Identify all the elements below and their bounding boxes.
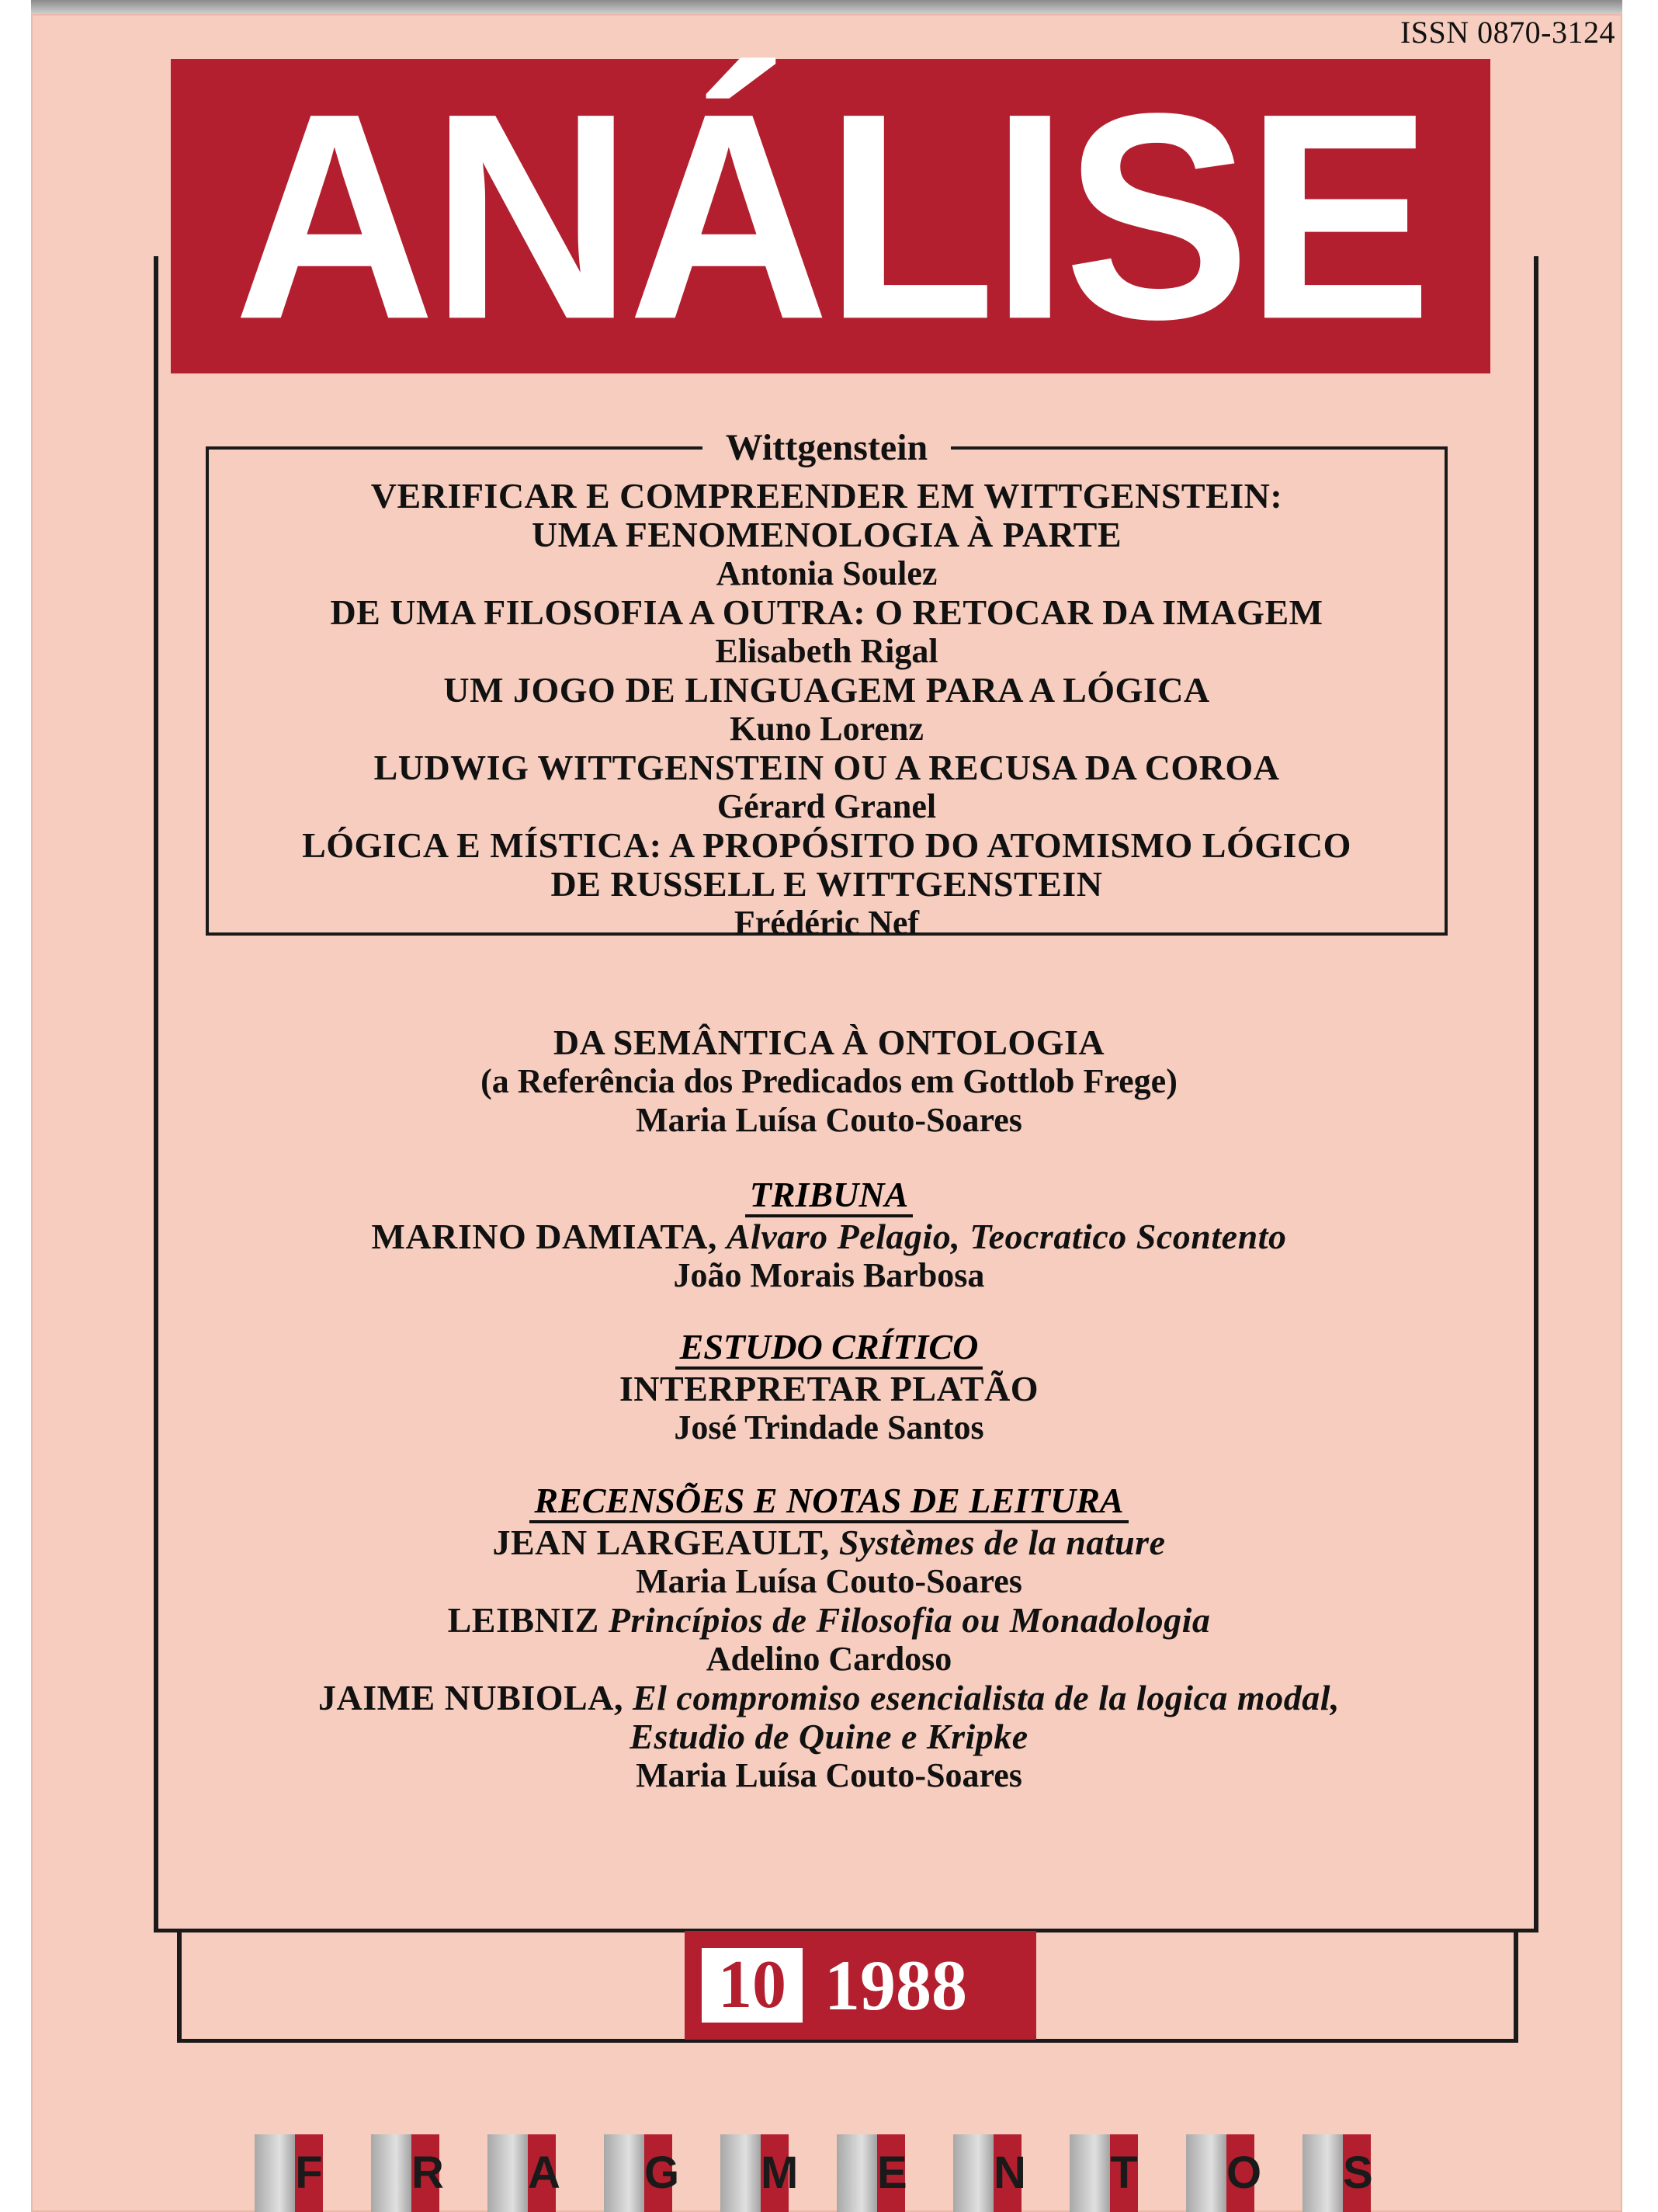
article-title: DE UMA FILOSOFIA A OUTRA: O RETOCAR DA IMAGEM <box>330 592 1323 632</box>
frame-line-inner-left <box>177 1929 182 2041</box>
review-name: JEAN LARGEAULT, <box>492 1523 830 1562</box>
entry-name: MARINO DAMIATA, <box>371 1217 717 1256</box>
fragmentos-strip <box>295 2134 1459 2212</box>
series-letter: R <box>411 2134 439 2212</box>
series-letter: A <box>528 2134 556 2212</box>
review-author: Maria Luísa Couto-Soares <box>636 1562 1022 1600</box>
article-title: DA SEMÂNTICA À ONTOLOGIA <box>553 1023 1105 1062</box>
article-author: Maria Luísa Couto-Soares <box>636 1101 1022 1139</box>
series-letter: F <box>295 2134 323 2212</box>
article-title: INTERPRETAR PLATÃO <box>619 1369 1039 1408</box>
issue-banner <box>685 1931 1036 2040</box>
strip-divider <box>1186 2134 1228 2212</box>
article-author: Antonia Soulez <box>716 554 938 592</box>
issue-number: 10 <box>702 1948 803 2023</box>
article-author: José Trindade Santos <box>674 1408 984 1446</box>
article-author: Elisabeth Rigal <box>715 632 938 670</box>
tribuna-section <box>0 1175 1658 1295</box>
article-author: Kuno Lorenz <box>730 710 924 748</box>
strip-divider <box>487 2134 529 2212</box>
review-author: Adelino Cardoso <box>706 1640 952 1678</box>
series-letter: O <box>1226 2134 1254 2212</box>
series-letter: T <box>1110 2134 1138 2212</box>
article-title: UMA FENOMENOLOGIA À PARTE <box>531 515 1122 554</box>
journal-title: ANÁLISE <box>233 52 1428 380</box>
article-title: VERIFICAR E COMPREENDER EM WITTGENSTEIN: <box>370 476 1283 516</box>
recensoes-section <box>0 1481 1658 1795</box>
strip-divider <box>720 2134 762 2212</box>
article-title: LÓGICA E MÍSTICA: A PROPÓSITO DO ATOMISMO LÓGICO <box>302 825 1351 865</box>
article-title: DE RUSSELL E WITTGENSTEIN <box>550 864 1103 904</box>
issue-year: 1988 <box>824 1946 967 2025</box>
estudo-section <box>0 1328 1658 1447</box>
scan-edge <box>31 0 1622 14</box>
semantica-section <box>0 1023 1658 1140</box>
series-letter: G <box>644 2134 672 2212</box>
section-heading: TRIBUNA <box>745 1175 913 1217</box>
frame-line-inner-right <box>1514 1929 1518 2041</box>
masthead-banner <box>171 52 1490 380</box>
strip-divider <box>604 2134 646 2212</box>
strip-divider <box>1302 2134 1344 2212</box>
strip-divider <box>255 2134 297 2212</box>
series-letter: S <box>1343 2134 1371 2212</box>
section-heading: RECENSÕES E NOTAS DE LEITURA <box>529 1481 1128 1523</box>
wittgenstein-section <box>206 427 1448 942</box>
review-author: Maria Luísa Couto-Soares <box>636 1756 1022 1794</box>
wittgenstein-articles <box>209 477 1445 943</box>
review-name: JAIME NUBIOLA, <box>318 1678 623 1717</box>
review-title: Systèmes de la nature <box>838 1523 1166 1562</box>
entry-author: João Morais Barbosa <box>673 1256 985 1294</box>
article-title: LUDWIG WITTGENSTEIN OU A RECUSA DA COROA <box>373 748 1280 787</box>
article-author: Frédéric Nef <box>734 904 920 942</box>
article-subtitle: (a Referência dos Predicados em Gottlob Frege) <box>480 1062 1178 1100</box>
series-letter: M <box>761 2134 789 2212</box>
strip-divider <box>371 2134 413 2212</box>
series-letter: N <box>994 2134 1022 2212</box>
review-title: El compromiso esencialista de la logica modal, <box>632 1678 1340 1717</box>
series-letter: E <box>877 2134 905 2212</box>
strip-divider <box>1070 2134 1112 2212</box>
issn-label: ISSN 0870-3124 <box>1400 15 1615 50</box>
entry-title: Alvaro Pelagio, Teocratico Scontento <box>726 1217 1287 1256</box>
review-title: Princípios de Filosofia ou Monadologia <box>608 1600 1211 1640</box>
strip-divider <box>953 2134 995 2212</box>
article-author: Gérard Granel <box>716 787 937 825</box>
wittgenstein-heading: Wittgenstein <box>702 427 951 468</box>
article-title: UM JOGO DE LINGUAGEM PARA A LÓGICA <box>443 670 1210 710</box>
section-heading: ESTUDO CRÍTICO <box>675 1328 983 1370</box>
review-name: LEIBNIZ <box>447 1600 599 1640</box>
review-title-cont: Estudio de Quine e Kripke <box>630 1717 1028 1756</box>
strip-divider <box>837 2134 879 2212</box>
